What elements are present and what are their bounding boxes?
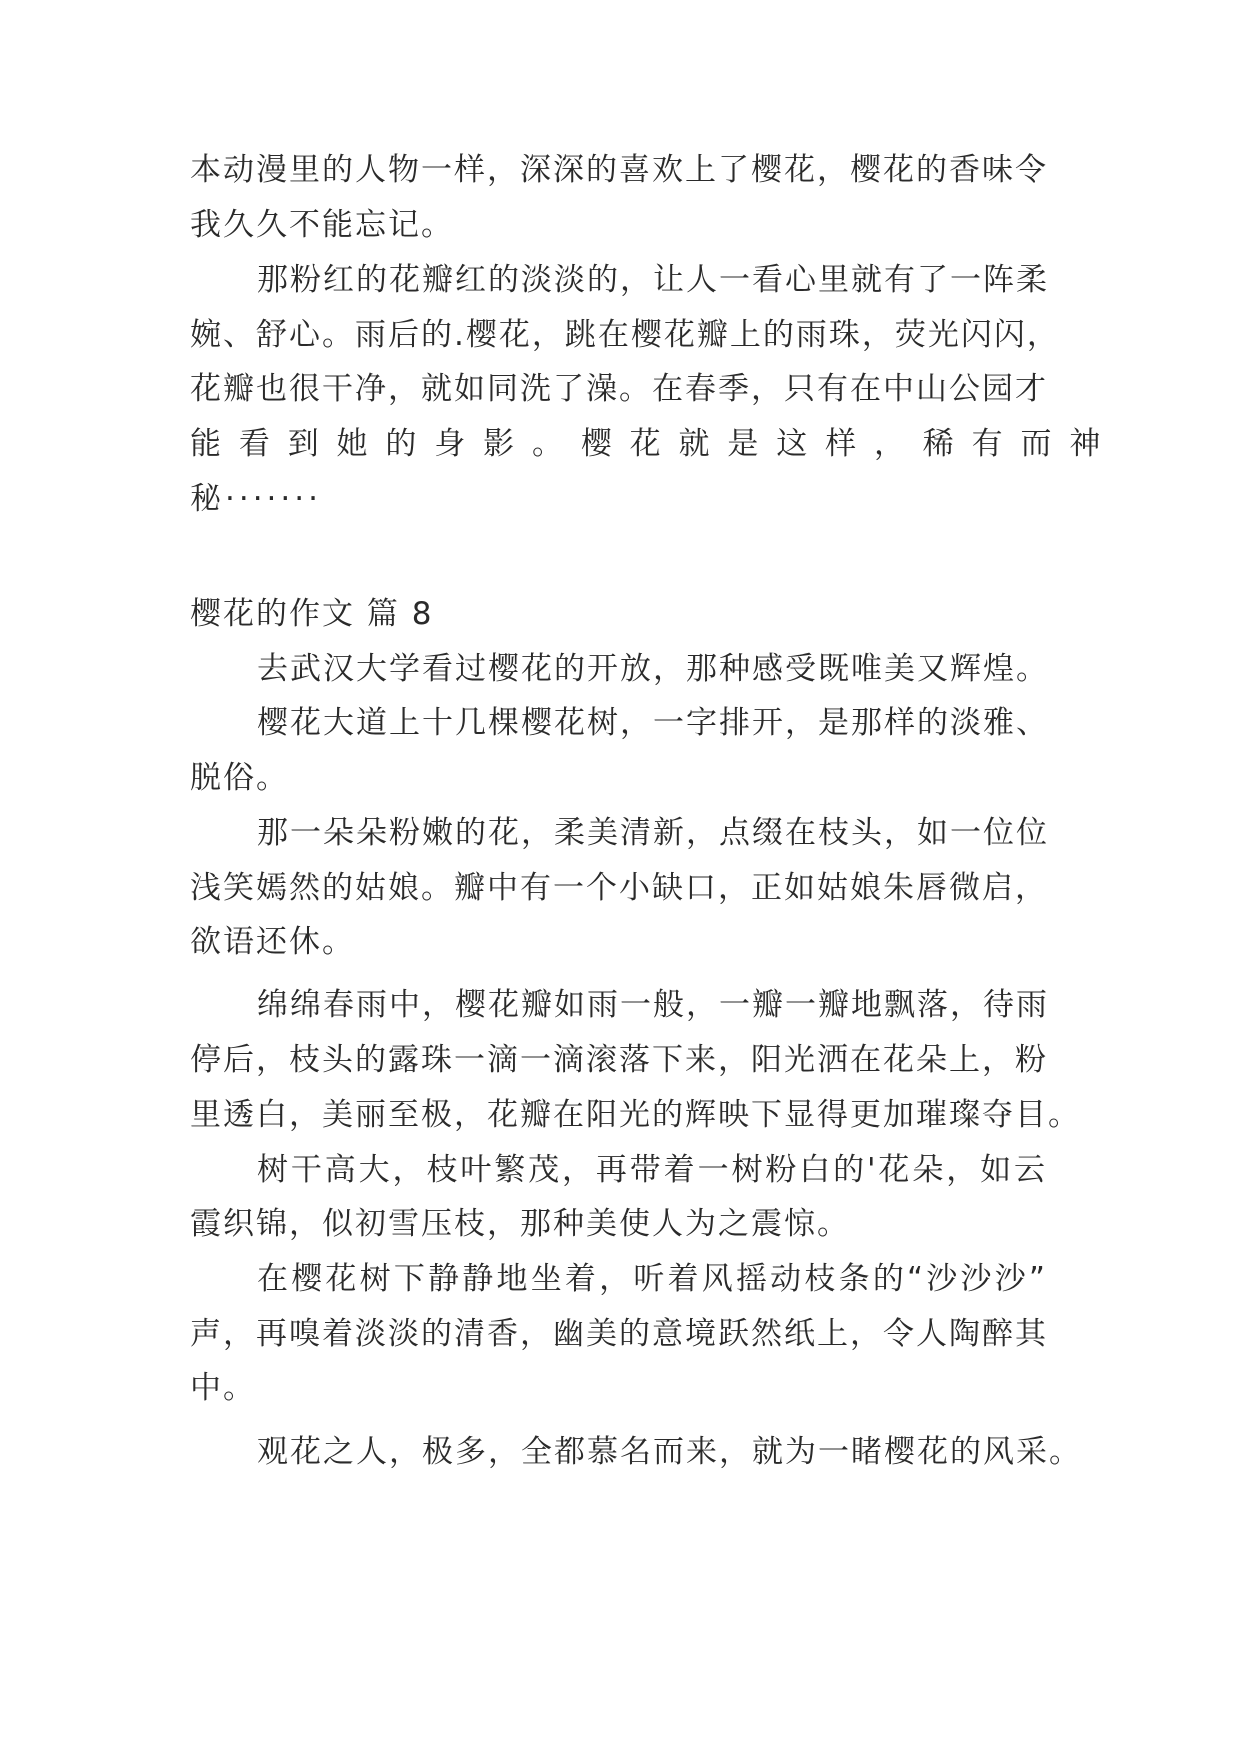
text-line: 脱俗。 (190, 760, 289, 796)
text-line: 花瓣也很干净，就如同洗了澡。在春季，只有在中山公园才 (190, 371, 1048, 407)
text-line: 樱花大道上十几棵樱花树，一字排开，是那样的淡雅、 (257, 705, 1049, 741)
text-line: 绵绵春雨中，樱花瓣如雨一般，一瓣一瓣地飘落，待雨 (257, 987, 1049, 1023)
text-line: 观花之人，极多，全都慕名而来，就为一睹樱花的风采。 (257, 1434, 1082, 1470)
text-line: 我久久不能忘记。 (190, 207, 454, 243)
text-line: 声，再嗅着淡淡的清香，幽美的意境跃然纸上，令人陶醉其 (190, 1316, 1048, 1352)
text-line: 里透白，美丽至极，花瓣在阳光的辉映下显得更加璀璨夺目。 (190, 1097, 1081, 1133)
text-line: 停后，枝头的露珠一滴一滴滚落下来，阳光洒在花朵上，粉 (190, 1042, 1048, 1078)
text-line: 那粉红的花瓣红的淡淡的，让人一看心里就有了一阵柔 (257, 262, 1049, 298)
section-heading: 樱花的作文 篇 8 (190, 596, 434, 632)
text-line: 欲语还休。 (190, 924, 355, 960)
text-line: 树干高大，枝叶繁茂，再带着一树粉白的'花朵，如云 (257, 1152, 1047, 1188)
text-line: 本动漫里的人物一样，深深的喜欢上了樱花，樱花的香味令 (190, 152, 1048, 188)
text-line: 在樱花树下静静地坐着，听着风摇动枝条的“沙沙沙” (257, 1261, 1047, 1297)
text-line: 能 看 到 她 的 身 影 。 樱 花 就 是 这 样 ， 稀 有 而 神 (190, 426, 1105, 462)
text-line: 那一朵朵粉嫩的花，柔美清新，点缀在枝头，如一位位 (257, 815, 1049, 851)
text-line: 秘······· (190, 481, 322, 517)
text-line: 去武汉大学看过樱花的开放，那种感受既唯美又辉煌。 (257, 651, 1049, 687)
text-line: 霞织锦，似初雪压枝，那种美使人为之震惊。 (190, 1206, 850, 1242)
text-line: 浅笑嫣然的姑娘。瓣中有一个小缺口，正如姑娘朱唇微启， (190, 870, 1048, 906)
text-line: 婉、舒心。雨后的.樱花，跳在樱花瓣上的雨珠，荧光闪闪， (190, 317, 1060, 353)
text-line: 中。 (190, 1370, 256, 1406)
